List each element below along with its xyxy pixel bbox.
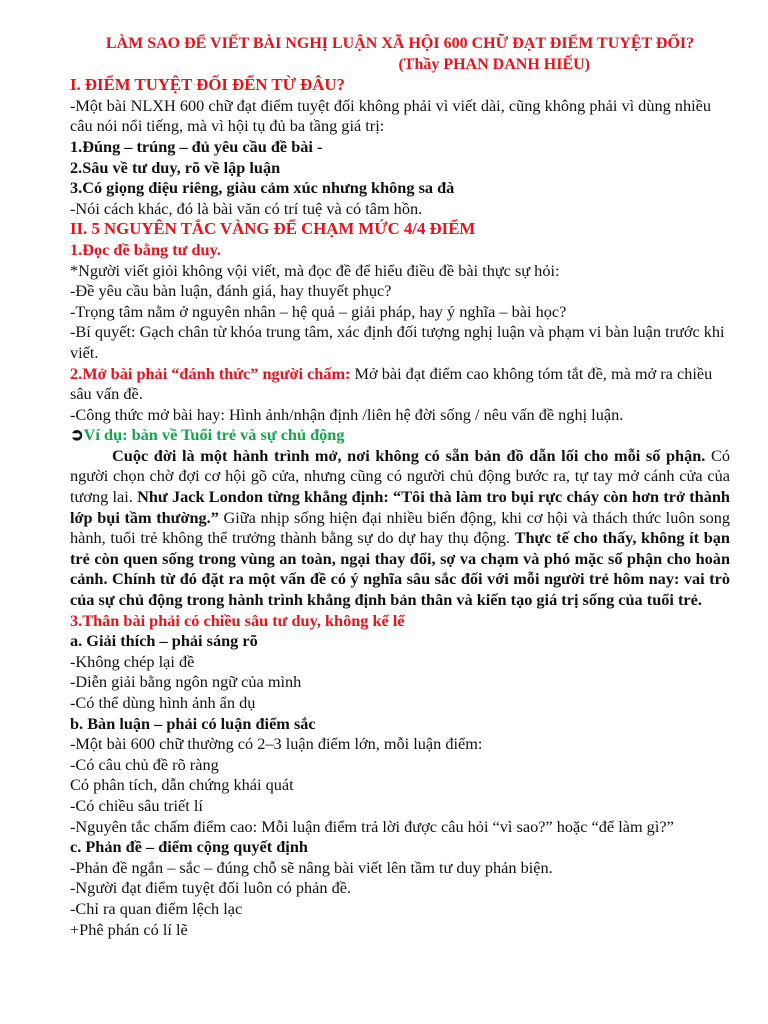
example-bold-3: Thực tế cho thấy, không ít bạn trẻ còn quen sống trong vùng an toàn, ngại thay đổi, sợ va chạm và phó mặc số phận cho hoàn cảnh. Chính từ đó đặt ra một vấn đề có ý nghĩa sâu sắc đối với mỗi người trẻ hôm nay: vai trò của sự chủ động trong hành trình khẳng định bản thân và kiến tạo giá trị sống của tuổi trẻ. [70, 528, 730, 610]
rule-2-heading: 2.Mở bài phải “đánh thức” người chấm: [70, 363, 351, 383]
subsection-b-line: -Nguyên tắc chấm điểm cao: Mỗi luận điểm trả lời được câu hỏi “vì sao?” hoặc “để làm gì?” [70, 816, 674, 836]
arrow-icon: ➲ [70, 425, 84, 445]
rule-2-formula: -Công thức mở bài hay: Hình ảnh/nhận định /liên hệ đời sống / nêu vấn đề nghị luận. [70, 404, 624, 424]
section-2-heading: II. 5 NGUYÊN TẮC VÀNG ĐỂ CHẠM MỨC 4/4 ĐIỂM [70, 219, 476, 239]
subsection-a-heading: a. Giải thích – phải sáng rõ [70, 631, 258, 651]
section-1-outro: -Nói cách khác, đó là bài văn có trí tuệ và có tâm hồn. [70, 198, 423, 218]
subsection-b-heading: b. Bàn luận – phải có luận điểm sắc [70, 713, 316, 733]
example-line [70, 425, 730, 446]
rule-1-line: *Người viết giỏi không vội viết, mà đọc đề để hiểu điều đề bài thực sự hỏi: [70, 260, 560, 280]
subsection-c-line: -Chỉ ra quan điểm lệch lạc [70, 898, 243, 918]
document-author: (Thầy PHAN DANH HIẾU) [398, 55, 590, 73]
subsection-a-line: -Không chép lại đề [70, 651, 195, 671]
subsection-c-heading: c. Phản đề – điểm cộng quyết định [70, 837, 308, 857]
example-label: Ví dụ: bàn về Tuổi trẻ và sự chủ động [83, 425, 345, 445]
rule-1-line: -Đề yêu cầu bàn luận, đánh giá, hay thuyết phục? [70, 281, 392, 301]
rule-2-heading-rest: Mở bài đạt điểm cao không tóm tắt đề, mà mở ra chiều sâu vấn đề. [70, 363, 713, 404]
subsection-c-line: +Phê phán có lí lẽ [70, 919, 188, 939]
subsection-a-line: -Có thể dùng hình ảnh ẩn dụ [70, 693, 256, 712]
subsection-a-line: -Diễn giải bằng ngôn ngữ của mình [70, 672, 302, 692]
subsection-c-line: -Người đạt điểm tuyệt đối luôn có phản đề. [70, 878, 352, 898]
example-paragraph [70, 446, 730, 611]
subsection-b-line: -Có câu chủ đề rõ ràng [70, 754, 219, 774]
rule-1-line: -Bí quyết: Gạch chân từ khóa trung tâm, xác định đối tượng nghị luận và phạm vi bàn luận trước khi viết. [70, 322, 725, 362]
rule-1-line: -Trọng tâm nằm ở nguyên nhân – hệ quả – giải pháp, hay ý nghĩa – bài học? [70, 301, 567, 321]
rule-3-heading: 3.Thân bài phải có chiều sâu tư duy, không kể lể [70, 610, 405, 630]
section-1-heading: I. ĐIỂM TUYỆT ĐỐI ĐẾN TỪ ĐÂU? [70, 75, 345, 95]
section-1-item: 3.Có giọng điệu riêng, giàu cảm xúc nhưng không sa đà [70, 178, 455, 198]
section-1-intro: -Một bài NLXH 600 chữ đạt điểm tuyệt đối không phải vì viết dài, cũng không phải vì dùng nhiều câu nói nổi tiếng, mà vì hội tụ đủ ba tầng giá trị: [70, 95, 711, 136]
rule-1-heading: 1.Đọc đề bằng tư duy. [70, 239, 221, 259]
subsection-b-line: Có phân tích, dẫn chứng khái quát [70, 775, 294, 795]
subsection-b-line: -Có chiều sâu triết lí [70, 795, 203, 815]
rule-2-paragraph [70, 364, 730, 405]
example-text-2: Giữa nhịp sống hiện đại nhiều biến động, khi cơ hội và thách thức luôn song hành, tuổi trẻ không thể trưởng thành bằng sự do dự hay thụ động. [70, 507, 731, 548]
subsection-c-line: -Phản đề ngắn – sắc – đúng chỗ sẽ nâng bài viết lên tầm tư duy phản biện. [70, 857, 553, 877]
example-bold-1: Cuộc đời là một hành trình mở, nơi không có sẵn bản đồ dẫn lối cho mỗi số phận. [112, 445, 706, 465]
section-1-item: 2.Sâu về tư duy, rõ về lập luận [70, 157, 281, 177]
document-title: LÀM SAO ĐỂ VIẾT BÀI NGHỊ LUẬN XÃ HỘI 600 CHỮ ĐẠT ĐIỂM TUYỆT ĐỐI? [105, 35, 695, 52]
example-quote: Như Jack London từng khẳng định: “Tôi thà làm tro bụi rực cháy còn hơn trở thành lớp bụi tầm thường.” [70, 487, 730, 527]
section-1-item: 1.Đúng – trúng – đủ yêu cầu đề bài - [70, 136, 323, 156]
example-text-1: Có người chọn chờ đợi cơ hội gõ cửa, nhưng cũng có người chủ động bước ra, tự tay mở cánh cửa của tương lai. [70, 445, 730, 507]
subsection-b-line: -Một bài 600 chữ thường có 2–3 luận điểm lớn, mỗi luận điểm: [70, 734, 483, 754]
